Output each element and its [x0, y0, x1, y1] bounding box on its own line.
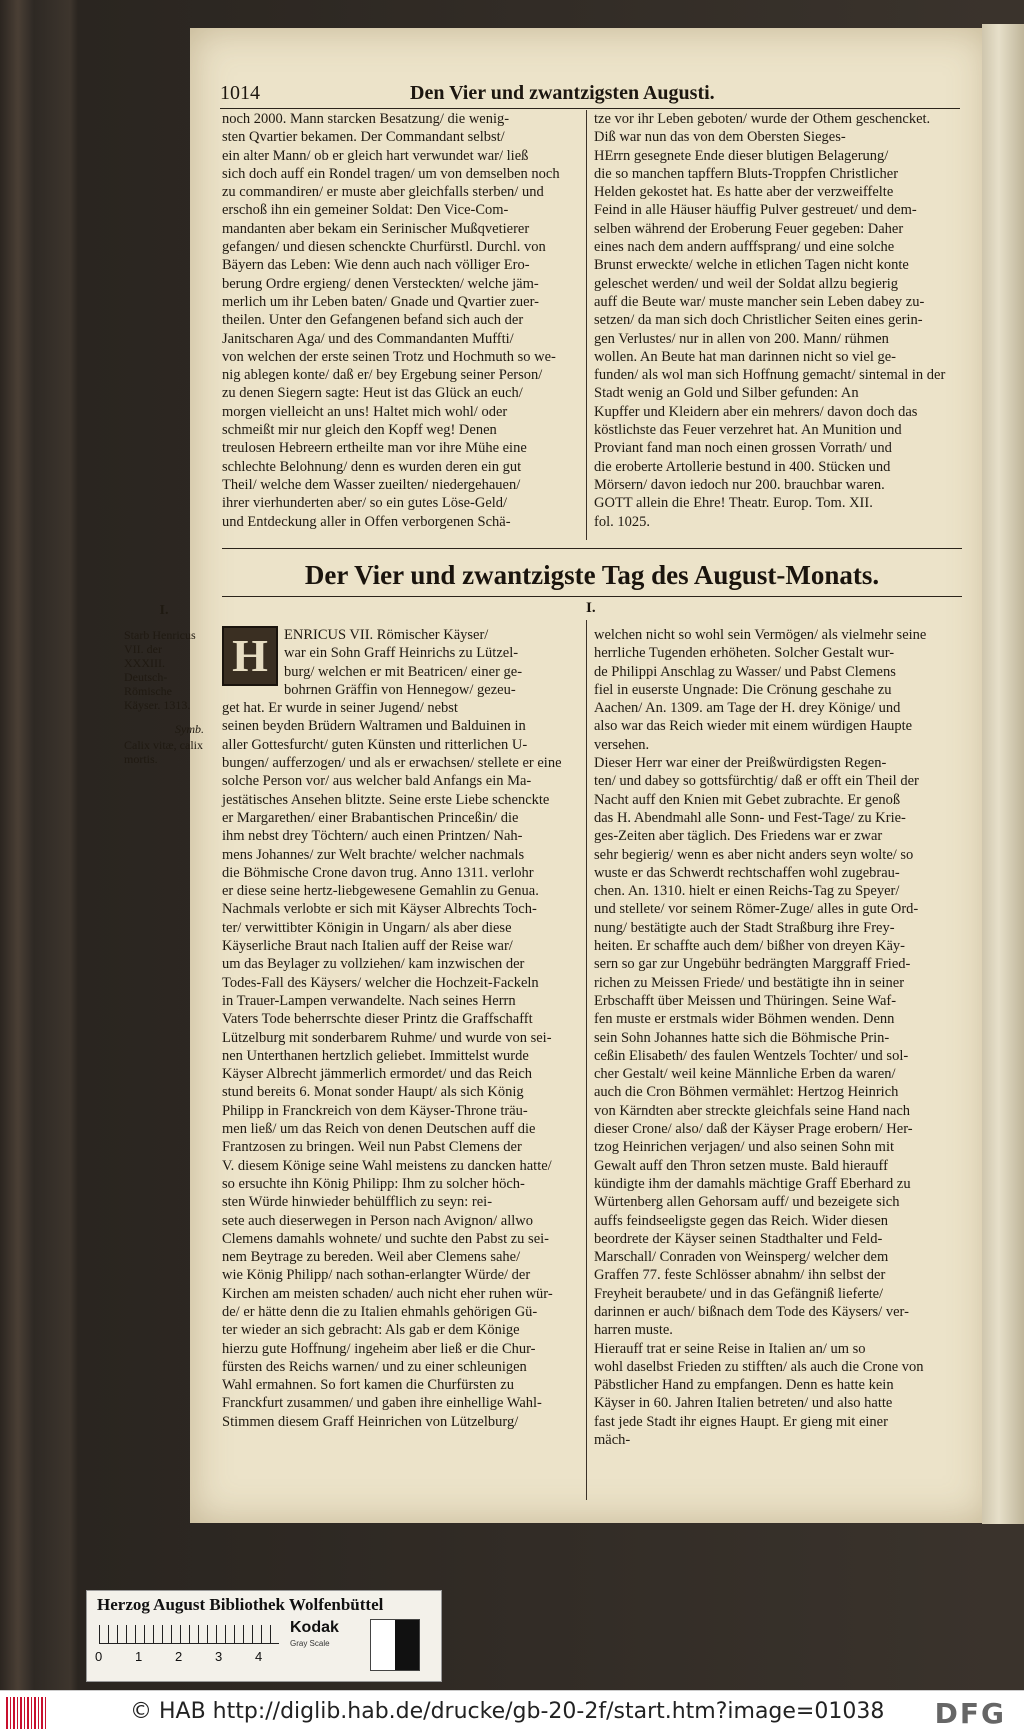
text-line: fast jede Stadt ihr eignes Haupt. Er gieng mit einer [594, 1413, 888, 1430]
text-line: nung/ bestätigte auch der Stadt Straßburg ihre Frey- [594, 919, 895, 936]
text-line: die so manchen tapffern Bluts-Troppfen Christlicher [594, 165, 899, 182]
text-line: in Trauer-Lampen verwandelte. Nach seines Herrn [222, 992, 516, 1009]
text-line: de Philippi Anschlag zu Wasser/ und Pabst Clemens [594, 663, 896, 680]
text-line: erschoß ihn ein gemeiner Soldat: Den Vice-Com- [222, 202, 509, 219]
text-line: er diese seine hertz-liebgewesene Gemahlin zu Genua. [222, 883, 539, 900]
text-line: sete auch dieserwegen in Person nach Avignon/ allwo [222, 1212, 533, 1229]
text-line: Brunst erweckte/ welche in etlichen Tagen nicht konte [594, 257, 909, 274]
text-line: die Böhmische Crone davon trug. Anno 1311. verlohr [222, 864, 534, 881]
text-line: harren muste. [594, 1322, 673, 1339]
text-line: Philipp in Franckreich von dem Käyser-Throne träu- [222, 1102, 528, 1119]
text-line: gefangen/ und diesen schenckte Churfürstl. Durchl. von [222, 239, 546, 256]
scale-ruler [99, 1625, 279, 1644]
text-line: jestätisches Ansehen blitzte. Seine erste Liebe schenckte [222, 791, 550, 808]
text-line: er Margarethen/ einer Brabantischen Princeßin/ die [222, 809, 519, 826]
text-line: Freyheit beraubete/ und in das Gefängniß lieferte/ [594, 1285, 884, 1302]
text-line: Nachmals verlobte er sich mit Käyser Albrechts Toch- [222, 901, 537, 918]
text-line: fiel in euserste Ungnade: Die Crönung geschahe zu [594, 681, 892, 698]
ruler-number: 3 [215, 1649, 223, 1664]
text-line: köstlichste das Feuer verzehret hat. An Munition und [594, 422, 902, 439]
text-line: V. diesem Könige seine Wahl meistens zu dancken hatte/ [222, 1157, 552, 1174]
text-line: wie König Philipp/ nach sothan-erlangter Würde/ der [222, 1267, 531, 1284]
text-line: war ein Sohn Graff Heinrichs zu Lützel- [284, 645, 519, 662]
text-line: Lützelburg mit sonderbarem Ruhme/ und wurde von sei- [222, 1029, 552, 1046]
text-line: das H. Abendmahl alle Sonn- und Fest-Tage/ zu Krie- [594, 809, 906, 826]
text-line: seinen beyden Brüdern Waltramen und Balduinen in [222, 718, 526, 735]
body-right-column [594, 626, 958, 1449]
text-line: von welchen der erste seinen Trotz und Hochmuth so we- [222, 348, 556, 365]
text-line: Würtenberg allen Gehorsam auff/ und bezeigete sich [594, 1194, 900, 1211]
top-right-column [594, 110, 958, 531]
text-line: um das Beylager zu vollziehen/ kam inzwischen der [222, 956, 525, 973]
text-line: Gewalt auff den Thron setzen muste. Bald hierauff [594, 1157, 888, 1174]
decorated-initial: H [222, 626, 278, 686]
text-line: Clemens damahls wohnete/ und suchte den Pabst zu sei- [222, 1230, 549, 1247]
viewer-footer [0, 1690, 1024, 1735]
text-line: zu denen Siegern sagte: Heut ist das Glück an euch/ [222, 385, 523, 402]
text-line: merlich um ihr Leben baten/ Gnade und Qvartier zuer- [222, 293, 539, 310]
text-line: Theil/ welche dem Wasser zueilten/ niedergehauen/ [222, 476, 521, 493]
text-line: Aachen/ An. 1309. am Tage der H. drey Könige/ und [594, 700, 901, 717]
text-line: fol. 1025. [594, 513, 650, 530]
text-line: gen Verlustes/ nur in allen von 200. Mann/ rühmen [594, 330, 889, 347]
text-line: Bäyern das Leben: Wie denn auch nach völliger Ero- [222, 257, 530, 274]
text-line: solche Person vor/ aus welcher bald Anfangs ein Ma- [222, 773, 532, 790]
gray-scale-label: Gray Scale [290, 1639, 330, 1648]
text-line: berung Ordre ergieng/ denen Versteckten/ welche jäm- [222, 275, 539, 292]
text-line: Käyserliche Braut nach Italien auff der Reise war/ [222, 938, 513, 955]
text-line: Käyser Albrecht jämmerlich ermordet/ und das Reich [222, 1066, 533, 1083]
text-line: dieser Crone/ also/ daß der Käyser Prage erobern/ Her- [594, 1121, 913, 1138]
text-line: chen. An. 1310. hielt er einen Reichs-Tag zu Speyer/ [594, 883, 900, 900]
page-header [220, 82, 960, 109]
text-line: ceßin Elisabeth/ des faulen Wentzels Tochter/ und sol- [594, 1047, 909, 1064]
text-line: sern so gar zur Ungebühr bedrängten Marggraff Fried- [594, 956, 911, 973]
text-line: richen zu Meissen Friede/ und bestätigte ihn in seiner [594, 974, 905, 991]
text-line: Mörsern/ davon iedoch nur 200. brauchbar waren. [594, 476, 885, 493]
text-line: tzog Heinrichen verjagen/ und also seinen Sohn mit [594, 1139, 894, 1156]
text-line: ein alter Mann/ ob er gleich hart verwundet war/ ließ [222, 147, 529, 164]
text-line: Vaters Tode beherrschte dieser Printz die Graffschafft [222, 1011, 533, 1028]
text-line: und stellete/ vor seinem Römer-Zuge/ alles in gute Ord- [594, 901, 919, 918]
section-rule-top [222, 548, 962, 549]
text-line: Erbschafft über Meissen und Thüringen. Seine Waf- [594, 992, 897, 1009]
library-name: Herzog August Bibliothek Wolfenbüttel [97, 1595, 384, 1614]
text-line: cher Gestalt/ weil keine Männliche Erben da waren/ [594, 1066, 896, 1083]
text-line: de/ er hätte denn die zu Italien ehmahls gehörigen Gü- [222, 1303, 538, 1320]
text-line: mandanten aber bekam ein Serinischer Mußqvetierer [222, 220, 530, 237]
text-line: funden/ als wol man sich Hoffnung gemacht/ sintemal in der [594, 367, 946, 384]
text-line: tze vor ihr Leben geboten/ wurde der Othem geschencket. [594, 111, 931, 127]
column-divider-body [586, 620, 587, 1500]
text-line: darinnen er auch/ bißnach dem Tode des Käysers/ ver- [594, 1303, 909, 1320]
ruler-number: 1 [135, 1649, 143, 1664]
text-line: Proviant fand man noch einen grossen Vorrath/ und [594, 440, 892, 457]
text-line: Marschall/ Conraden von Weinsperg/ welcher dem [594, 1249, 889, 1266]
text-line: get hat. Er wurde in seiner Jugend/ nebst [222, 700, 458, 717]
text-line: heiten. Er schaffte auch dem/ bißher von dreyen Käy- [594, 938, 905, 955]
kodak-label: Kodak [290, 1619, 339, 1636]
text-line: auffs feindseeligste gegen das Reich. Wider diesen [594, 1212, 889, 1229]
source-url-link[interactable]: © HAB http://diglib.hab.de/drucke/gb-20-2f/start.htm?image=01038 [130, 1699, 885, 1724]
text-line: GOTT allein die Ehre! Theatr. Europ. Tom. XII. [594, 495, 873, 512]
text-line: die eroberte Artollerie bestund in 400. Stücken und [594, 458, 891, 475]
library-color-target [86, 1590, 442, 1682]
text-line: ihm nebst drey Töchtern/ auch einen Printzen/ Nah- [222, 828, 523, 845]
text-line: setzen/ da man sich doch Christlicher Seiten eines gerin- [594, 312, 923, 329]
text-line: fen muste er erstmals wider Böhmen wenden. Denn [594, 1011, 895, 1028]
text-line: ter wieder an sich gebracht: Als gab er dem Könige [222, 1322, 520, 1339]
text-line: auch die Cron Böhmen vermählet: Hertzog Heinrich [594, 1084, 899, 1101]
margin-notes [124, 604, 204, 776]
text-line: zu commandiren/ er muste aber gleichfalls sterben/ und [222, 184, 544, 201]
text-line: mens Johannes/ zur Welt brachte/ welcher nachmals [222, 846, 525, 863]
text-line: nig ablegen konte/ daß er/ bey Ergebung seiner Person/ [222, 367, 543, 384]
text-line: beordrete der Käyser seinen Stadthalter und Feld- [594, 1230, 883, 1247]
ruler-number: 2 [175, 1649, 183, 1664]
text-line: wollen. An Beute hat man darinnen nicht so viel ge- [594, 348, 897, 365]
ruler-number: 4 [255, 1649, 263, 1664]
text-line: Nacht auff den Knien mit Gebet zubrachte. Er genoß [594, 791, 901, 808]
text-line: burg/ welchen er mit Beatricen/ einer ge- [284, 663, 523, 680]
facing-page-edge [982, 24, 1024, 1524]
text-line: ten/ und dabey so gottsfürchtig/ daß er offt ein Theil der [594, 773, 919, 790]
text-line: Wahl ermahnen. So fort kamen die Churfürsten zu [222, 1377, 514, 1394]
text-line: sein Sohn Johannes hatte sich die Böhmische Prin- [594, 1029, 890, 1046]
top-left-column [222, 110, 578, 531]
hab-logo-icon [6, 1697, 46, 1729]
text-line: von Kärndten aber streckte gleichfals seine Hand nach [594, 1102, 911, 1119]
text-line: auff die Beute war/ muste mancher sein Leben dabey zu- [594, 293, 925, 310]
text-line: stund bereits 6. Monat sonder Haupt/ als sich König [222, 1084, 524, 1101]
margin-note-death: Starb Henricus VII. der XXXIII. Deutsch-Römische Käyser. 1313. [124, 628, 196, 712]
text-line: mäch- [594, 1432, 631, 1449]
text-line: men ließ/ um das Reich von denen Deutschen auff die [222, 1121, 536, 1138]
text-line: ENRICUS VII. Römischer Käyser/ [284, 627, 489, 643]
text-line: herrliche Tugenden erhöheten. Solcher Gestalt wur- [594, 645, 895, 662]
text-line: Käyser in 60. Jahren Italien betreten/ und also hatte [594, 1395, 893, 1412]
text-line: treulosen Hebreern ertheilte man vor ihre Mühe eine [222, 440, 527, 457]
text-line: Graffen 77. feste Schlösser abnahm/ ihn selbst der [594, 1267, 886, 1284]
dfg-logo: DFG [934, 1697, 1006, 1730]
margin-symb-label: Symb. [175, 722, 204, 736]
text-line: bungen/ aufferzogen/ und als er erwachsen/ stellete er eine [222, 755, 562, 772]
margin-symb-text: Calix vitæ, calix mortis. [124, 738, 203, 766]
page-number: 1014 [220, 82, 260, 104]
text-line: ter/ verwittibter Königin in Ungarn/ als aber diese [222, 919, 512, 936]
text-line: aller Gottesfurcht/ guten Künsten und ritterlichen U- [222, 736, 528, 753]
text-line: Diß war nun das von dem Obersten Sieges- [594, 129, 846, 146]
section-title: Der Vier und zwantzigste Tag des August-Monats. [304, 560, 880, 590]
text-line: sten Qvartier bekamen. Der Commandant selbst/ [222, 129, 505, 146]
text-line: und Entdeckung aller in Offen verborgenen Schä- [222, 513, 511, 530]
column-divider-top [586, 110, 587, 540]
text-line: so ersuchte ihn König Philipp: Ihm zu solcher höch- [222, 1175, 525, 1192]
section-numeral-right: I. [586, 600, 596, 616]
text-line: morgen vielleicht an uns! Haltet mich wohl/ oder [222, 403, 508, 420]
text-line: wuste er das Schwerdt rechtschaffen wohl zugebrau- [594, 864, 900, 881]
text-line: Stimmen diesem Graff Heinrichen von Lützelburg/ [222, 1413, 519, 1430]
text-line: ihrer vierhunderten aber/ so ein gutes Löse-Geld/ [222, 495, 508, 512]
text-line: Frantzosen zu bringen. Weil nun Pabst Clemens der [222, 1139, 522, 1156]
running-title: Den Vier und zwantzigsten Augusti. [410, 82, 715, 104]
text-line: bohrnen Gräffin von Hennegow/ gezeu- [284, 681, 516, 698]
body-left-column [222, 626, 578, 1431]
margin-numeral: I. [159, 603, 169, 618]
text-line: noch 2000. Mann starcken Besatzung/ die wenig- [222, 111, 510, 127]
text-line: versehen. [594, 736, 650, 753]
text-line: sehr begierig/ wenn es aber nicht anders seyn wolte/ so [594, 846, 914, 863]
text-line: kündigte ihm der damahls mächtige Graff Eberhard zu [594, 1175, 911, 1192]
text-line: theilen. Unter den Gefangenen befand sich auch der [222, 312, 524, 329]
text-line: Päbstlicher Hand zu empfangen. Denn es hatte kein [594, 1377, 894, 1394]
text-line: Todes-Fall des Käysers/ welcher die Hochzeit-Fackeln [222, 974, 539, 991]
gray-scale-patch [370, 1619, 420, 1671]
text-line: sten Würde hinwieder behülfflich zu seyn: rei- [222, 1194, 493, 1211]
text-line: geleschet werden/ und weil der Soldat allzu begierig [594, 275, 898, 292]
text-line: wohl daselbst Frieden zu stifften/ als auch die Crone von [594, 1358, 924, 1375]
text-line: sich doch auff ein Rondel tragen/ um von demselben noch [222, 165, 560, 182]
text-line: nem Beytrage zu bereden. Weil aber Clemens sahe/ [222, 1249, 521, 1266]
text-line: Helden gekostet hat. Es hatte aber der verzweiffelte [594, 184, 894, 201]
text-line: welchen nicht so wohl sein Vermögen/ als vielmehr seine [594, 627, 927, 643]
text-line: eines nach dem andern aufffsprang/ und eine solche [594, 239, 895, 256]
text-line: also war das Reich wieder mit einem würdigen Haupte [594, 718, 913, 735]
text-line: HErrn gesegnete Ende dieser blutigen Belagerung/ [594, 147, 889, 164]
text-line: Janitscharen Aga/ und des Commandanten Muffti/ [222, 330, 514, 347]
text-line: nen Unterthanen hertzlich geliebet. Immittelst wurde [222, 1047, 529, 1064]
text-line: Hierauff trat er seine Reise in Italien an/ um so [594, 1340, 866, 1357]
text-line: selben während der Eroberung Feuer gegeben: Daher [594, 220, 904, 237]
text-line: schmeißt mir nur gleich den Kopff weg! Denen [222, 422, 497, 439]
section-rule-bottom [222, 596, 962, 597]
text-line: Dieser Herr war einer der Preißwürdigsten Regen- [594, 755, 887, 772]
text-line: Franckfurt zusammen/ und gaben ihre einhellige Wahl- [222, 1395, 542, 1412]
text-line: ges-Zeiten aber täglich. Des Friedens war er zwar [594, 828, 883, 845]
text-line: fürsten des Reichs warnen/ und zu einer schleunigen [222, 1358, 527, 1375]
text-line: Kupffer und Kleidern aber ein mehrers/ davon doch das [594, 403, 918, 420]
text-line: hierzu gute Hoffnung/ ingeheim aber ließ er die Chur- [222, 1340, 536, 1357]
text-line: schlechte Belohnung/ denn es wurden deren ein gut [222, 458, 522, 475]
text-line: Feind in alle Häuser häuffig Pulver gestreuet/ und dem- [594, 202, 917, 219]
text-line: Stadt wenig an Gold und Silber gefunden: An [594, 385, 859, 402]
text-line: Kirchen am meisten schaden/ auch nicht eher ruhen wür- [222, 1285, 553, 1302]
ruler-number: 0 [95, 1649, 103, 1664]
